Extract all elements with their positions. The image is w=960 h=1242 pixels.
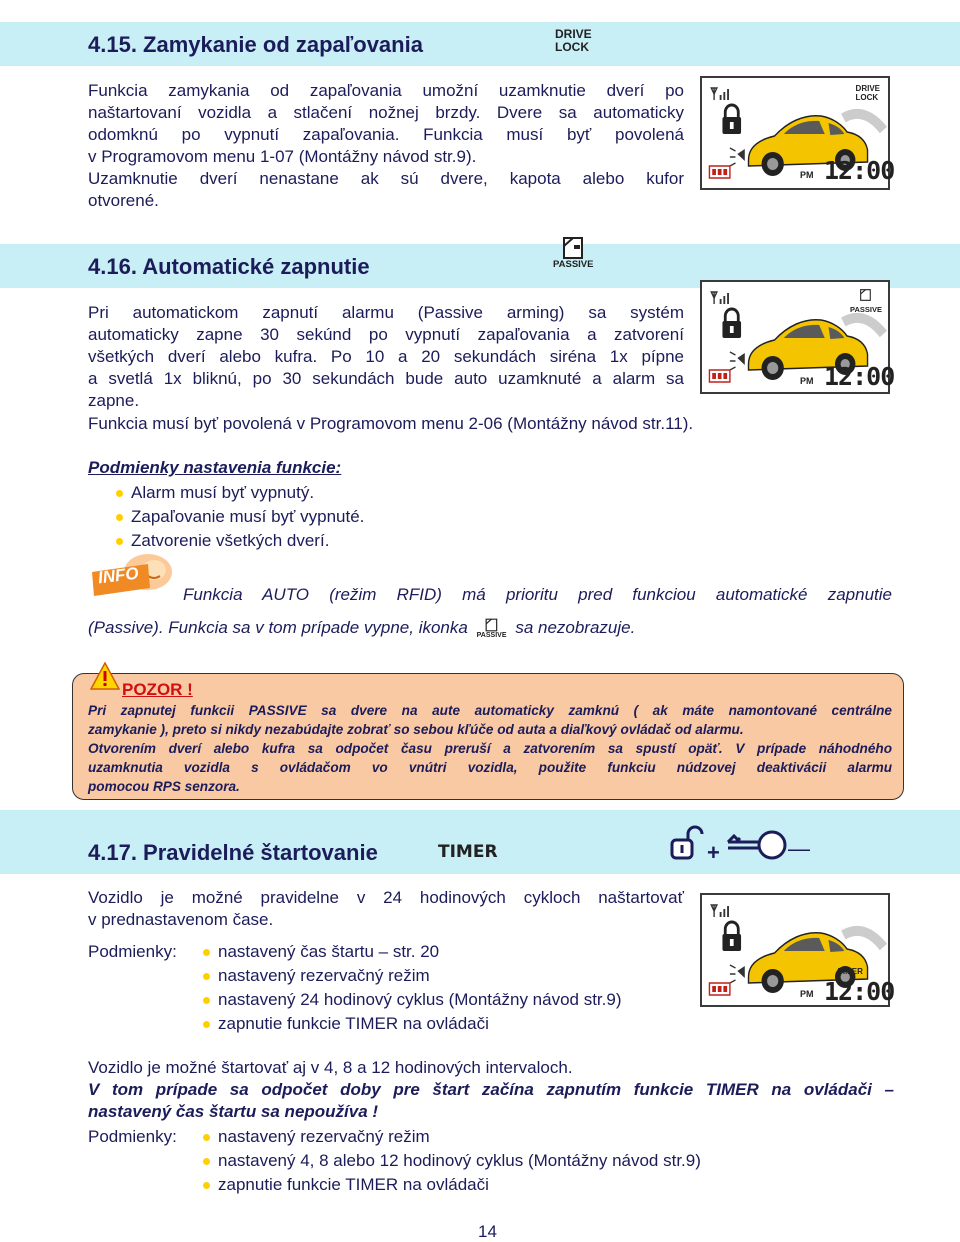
display-drive-lock-label: DRIVE LOCK xyxy=(855,84,880,102)
section-heading-416: 4.16. Automatické zapnutie xyxy=(88,254,370,279)
warning-line-3: Otvorením dverí alebo kufra sa odpočet času preruší a zatvorením sa spustí opäť. V prípade náhodného xyxy=(88,741,892,756)
condition-item: nastavený 24 hodinový cyklus (Montážny návod str.9) xyxy=(203,989,622,1011)
unlock-icon xyxy=(668,822,708,867)
warning-icon xyxy=(90,662,120,695)
para-417-bold-2: nastavený čas štartu sa nepoužíva ! xyxy=(88,1102,379,1121)
condition-item: Zapaľovanie musí byť vypnuté. xyxy=(116,506,364,528)
display-ampm: PM xyxy=(800,989,814,999)
conditions-label: Podmienky: xyxy=(88,942,177,961)
drive-lock-icon xyxy=(555,28,592,54)
condition-item: nastavený 4, 8 alebo 12 hodinový cyklus (Montážny návod str.9) xyxy=(203,1150,701,1172)
condition-item: nastavený rezervačný režim xyxy=(203,1126,430,1148)
bullet-icon xyxy=(116,514,123,521)
plus-sign: + xyxy=(707,840,720,865)
warning-line-4: uzamknutia vozidla s ovládačom vo vnútri vozidla, použite funkciu núdzovej deaktivácii alarmu xyxy=(88,760,892,775)
dash-sign: — xyxy=(788,836,810,861)
para-415-line-3: odomknú po vypnutí zapaľovania. Funkcia musí byť povolená xyxy=(88,125,684,144)
bullet-icon xyxy=(203,973,210,980)
bullet-icon xyxy=(203,1182,210,1189)
page-number: 14 xyxy=(478,1222,497,1241)
para-416-line-5: zapne. xyxy=(88,391,140,410)
key-icon xyxy=(726,828,788,867)
display-time: 12:00 xyxy=(824,156,895,185)
warning-line-1: Pri zapnutej funkcii PASSIVE sa dvere na aute automaticky zamknú ( ak máte namontované centrálne xyxy=(88,703,892,718)
warning-line-5: pomocou RPS senzora. xyxy=(88,779,240,794)
para-415-line-6: otvorené. xyxy=(88,191,159,210)
para-416-line-4: a svetlá 1x bliknú, po 30 sekundách bude auto uzamknuté a alarm sa xyxy=(88,369,684,388)
condition-item: nastavený rezervačný režim xyxy=(203,965,430,987)
bullet-icon xyxy=(203,1021,210,1028)
para-417-bold-1: V tom prípade sa odpočet doby pre štart začína zapnutím funkcie TIMER na ovládači – xyxy=(88,1080,894,1099)
display-time: 12:00 xyxy=(824,977,895,1006)
info-badge-text: INFO xyxy=(96,563,140,588)
conditions-title: Podmienky nastavenia funkcie: xyxy=(88,458,342,477)
para-416-line-3: všetkých dverí alebo kufra. Po 10 a 20 sekundách siréna 1x pípne xyxy=(88,347,684,366)
warning-title: POZOR ! xyxy=(122,680,193,699)
condition-item: zapnutie funkcie TIMER na ovládači xyxy=(203,1174,489,1196)
bullet-icon xyxy=(116,490,123,497)
display-time: 12:00 xyxy=(824,362,895,391)
passive-icon xyxy=(553,236,593,270)
para-415-line-4: v Programovom menu 1-07 (Montážny návod str.9). xyxy=(88,147,477,166)
timer-icon: TIMER xyxy=(438,842,498,862)
lcd-display-passive xyxy=(700,280,895,394)
display-passive-label: PASSIVE xyxy=(850,288,882,315)
para-416-line-6: Funkcia musí byť povolená v Programovom menu 2-06 (Montážny návod str.11). xyxy=(88,414,694,433)
info-icon xyxy=(88,550,180,600)
para-415-line-2: naštartovaní vozidla a stlačení nožnej brzdy. Dvere sa automaticky xyxy=(88,103,684,122)
condition-item: zapnutie funkcie TIMER na ovládači xyxy=(203,1013,489,1035)
bullet-icon xyxy=(203,997,210,1004)
condition-item: Zatvorenie všetkých dverí. xyxy=(116,530,329,552)
display-timer-label: TIMER xyxy=(838,967,863,976)
bullet-icon xyxy=(116,538,123,545)
passive-icon: PASSIVE xyxy=(473,618,511,640)
bullet-icon xyxy=(203,949,210,956)
warning-line-2: zamykanie ), preto si nikdy nezabúdajte zobrať so sebou kľúče od auta a diaľkový ovládač od alarmu. xyxy=(88,722,744,737)
info-line-1: Funkcia AUTO (režim RFID) má prioritu pred funkciou automatické zapnutie xyxy=(183,585,892,604)
section-heading-417: 4.17. Pravidelné štartovanie xyxy=(88,840,378,865)
drive-lock-icon-text-2: LOCK xyxy=(555,40,589,54)
conditions-label-2: Podmienky: xyxy=(88,1127,177,1146)
bullet-icon xyxy=(203,1158,210,1165)
para-417-intervals: Vozidlo je možné štartovať aj v 4, 8 a 12 hodinových intervaloch. xyxy=(88,1058,573,1077)
condition-item: nastavený čas štartu – str. 20 xyxy=(203,941,439,963)
para-417-line-2: v prednastavenom čase. xyxy=(88,910,274,929)
para-416-line-1: Pri automatickom zapnutí alarmu (Passive arming) sa systém xyxy=(88,303,684,322)
para-415-line-1: Funkcia zamykania od zapaľovania umožní uzamknutie dverí po xyxy=(88,81,684,100)
passive-icon-text: PASSIVE xyxy=(553,259,594,270)
para-415-line-5: Uzamknutie dverí nenastane ak sú dvere, kapota alebo kufor xyxy=(88,169,684,188)
lcd-display-drive-lock xyxy=(700,76,895,190)
condition-item: Alarm musí byť vypnutý. xyxy=(116,482,314,504)
drive-lock-icon-text-1: DRIVE xyxy=(555,27,592,41)
display-ampm: PM xyxy=(800,170,814,180)
para-416-line-2: automaticky zapne 30 sekúnd po vypnutí zapaľovania a zatvorení xyxy=(88,325,684,344)
lcd-display-timer xyxy=(700,893,895,1007)
bullet-icon xyxy=(203,1134,210,1141)
display-ampm: PM xyxy=(800,376,814,386)
info-line-2: (Passive). Funkcia sa v tom prípade vypne, ikonka PASSIVE sa nezobrazuje. xyxy=(88,618,636,639)
section-heading-415: 4.15. Zamykanie od zapaľovania xyxy=(88,32,423,57)
para-417-line-1: Vozidlo je možné pravidelne v 24 hodinových cykloch naštartovať xyxy=(88,888,684,907)
